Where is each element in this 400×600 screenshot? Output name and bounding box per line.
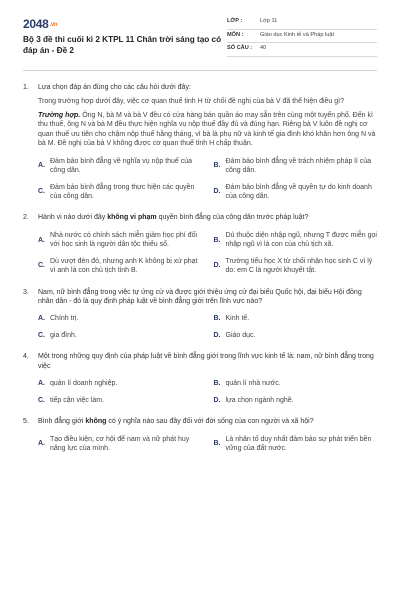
option-d[interactable] (214, 396, 378, 405)
option-text: quản lí nhà nước. (225, 380, 281, 388)
option-letter: B. (213, 440, 221, 448)
document-title: Bộ 3 đề thi cuối kì 2 KTPL 11 Chân trời sáng tạo có đáp án - Đề 2 (23, 35, 222, 55)
question-text: Nam, nữ bình đẳng trong việc tự ứng cử và được giới thiệu ứng cử đại biểu Quốc hội, đại biểu Hội đồng nhân dân - đó là quy định pháp luật về bình đẳng giới trên lĩnh vực nào? (38, 288, 362, 305)
option-c[interactable] (38, 331, 202, 340)
option-b[interactable] (214, 435, 378, 454)
option-letter: B. (213, 162, 221, 170)
option-text: Dù thuộc diện nhập ngũ, nhưng T được miễn gọi nhập ngũ vì là con của chủ tịch xã. (225, 231, 377, 249)
option-text: Đảm bảo bình đẳng về quyền tự do kinh doanh của công dân. (225, 183, 372, 200)
question-2 (23, 213, 377, 275)
option-d[interactable] (214, 257, 378, 276)
option-b[interactable] (214, 379, 378, 388)
answer-options (23, 435, 377, 454)
option-letter: A. (38, 162, 45, 170)
option-d[interactable] (214, 331, 378, 340)
option-text: Đảm bảo bình đẳng trong thực hiện các quyền của công dân. (50, 183, 195, 200)
option-letter: A. (38, 380, 45, 388)
meta-key: SỐ CÂU : (227, 45, 253, 52)
header-left (23, 16, 223, 64)
question-text-pre: Bình đẳng giới (38, 418, 86, 426)
meta-value: Lớp 11 (260, 18, 278, 24)
option-d[interactable] (214, 183, 378, 202)
meta-key: MÔN : (227, 31, 244, 38)
option-a[interactable] (38, 231, 202, 250)
option-letter: C. (38, 262, 45, 270)
option-text: Là nhân tố duy nhất đảm bảo sự phát triển bền vững của đất nước. (225, 435, 372, 452)
meta-row-grade (227, 16, 377, 30)
option-text: Dù vượt đèn đỏ, nhưng anh K không bị xử phạt vì anh là con chủ tịch tỉnh B. (50, 257, 198, 275)
option-letter: C. (38, 331, 45, 339)
option-letter: D. (213, 396, 221, 404)
question-text-post: quyền bình đẳng của công dân trước pháp luật? (156, 214, 309, 222)
meta-row-subject (227, 30, 377, 44)
case-lead: Trường hợp. (38, 111, 81, 119)
option-c[interactable] (38, 183, 202, 202)
document-header (23, 0, 377, 64)
option-letter: A. (38, 315, 45, 323)
option-a[interactable] (38, 435, 202, 454)
question-number: 1. (23, 84, 29, 91)
question-text: Một trong những quy định của pháp luật về bình đẳng giới trong lĩnh vực kinh tế là: nam, nữ bình đẳng trong việc (38, 353, 374, 370)
option-letter: A. (38, 440, 45, 448)
option-letter: C. (38, 396, 45, 404)
question-text-bold: không vi phạm (107, 214, 157, 222)
meta-value: 40 (260, 45, 267, 52)
option-letter: B. (213, 236, 221, 244)
option-letter: A. (38, 236, 45, 244)
header-divider (23, 70, 377, 71)
answer-options (23, 314, 377, 340)
question-number: 2. (23, 214, 29, 222)
question-text-post: có ý nghĩa nào sau đây đối với đời sống của con người và xã hội? (106, 418, 314, 426)
question-1 (23, 83, 377, 201)
option-a[interactable] (38, 314, 202, 323)
option-text: Chính trị. (50, 315, 79, 323)
question-number: 3. (23, 288, 29, 296)
question-4 (23, 352, 377, 405)
option-letter: D. (213, 188, 221, 196)
logo-suffix: .vn (49, 21, 58, 28)
option-letter: D. (213, 262, 221, 270)
site-logo[interactable] (23, 16, 223, 32)
option-b[interactable] (214, 157, 378, 176)
meta-row-count (227, 43, 377, 57)
option-text: Tạo điều kiện, cơ hội để nam và nữ phát huy năng lực của mình. (50, 435, 190, 452)
option-letter: B. (213, 380, 221, 388)
meta-table (227, 16, 377, 64)
option-text: lựa chọn ngành nghề. (225, 396, 294, 404)
option-text: Đảm bảo bình đẳng về trách nhiệm pháp lí của công dân. (225, 157, 372, 175)
option-a[interactable] (38, 379, 202, 388)
option-letter: D. (213, 331, 221, 339)
option-text: Kinh tế. (225, 315, 250, 323)
question-text-pre: Hành vi nào dưới đây (38, 214, 108, 222)
question-number: 5. (23, 418, 29, 426)
option-text: tiếp cận việc làm. (50, 396, 105, 404)
option-letter: B. (213, 315, 221, 323)
logo-main: 2048 (23, 17, 49, 31)
question-5 (23, 417, 377, 453)
option-b[interactable] (214, 314, 378, 323)
option-text: quản lí doanh nghiệp. (50, 380, 118, 388)
question-text (38, 417, 377, 426)
answer-options (23, 157, 377, 202)
meta-value: Giáo dục Kinh tế và Pháp luật (260, 31, 335, 38)
question-intro: Trong trường hợp dưới đây, việc cơ quan thuế tỉnh H từ chối đề nghị của bà V đã thể hiện điều gì? (38, 98, 344, 106)
question-number: 4. (23, 353, 29, 361)
case-paragraph (38, 111, 377, 149)
case-text: Ông N, bà M và bà V đều có cửa hàng bán quần áo may sẵn trên cùng một tuyến phố. Đến kì thu thuế, ông N và bà M đều thực hiện nghĩa vụ nộp thuế đầy đủ và đúng hạn. Riêng bà V luôn đề nghị cơ quan thuế ưu tiên cho chậm nộp thuế hằng tháng, vì bà là phụ nữ và kinh tế gia đình khó khăn hơn ông N và bà M. Đề nghị của bà V không được cơ quan thuế tỉnh H chấp thuận. (38, 111, 376, 148)
answer-options (23, 231, 377, 276)
option-letter: C. (38, 188, 45, 196)
question-3 (23, 288, 377, 341)
question-text: Lựa chọn đáp án đúng cho các câu hỏi dưới đây: (38, 84, 191, 91)
option-c[interactable] (38, 396, 202, 405)
option-b[interactable] (214, 231, 378, 250)
option-text: Đảm bảo bình đẳng về nghĩa vụ nộp thuế của công dân. (50, 157, 193, 175)
option-a[interactable] (38, 157, 202, 176)
meta-key: LỚP : (227, 18, 243, 24)
option-text: Trường tiểu học X từ chối nhận học sinh C vì lý do: em C là người khuyết tật. (225, 257, 373, 275)
question-text (38, 213, 377, 222)
answer-options (23, 379, 377, 405)
option-text: Nhà nước có chính sách miễn giảm học phí đối với học sinh là người dân tộc thiểu số. (50, 231, 198, 249)
question-text-bold: không (85, 418, 107, 426)
option-text: Giáo dục. (225, 331, 256, 339)
option-text: gia đình. (50, 331, 77, 339)
option-c[interactable] (38, 257, 202, 276)
